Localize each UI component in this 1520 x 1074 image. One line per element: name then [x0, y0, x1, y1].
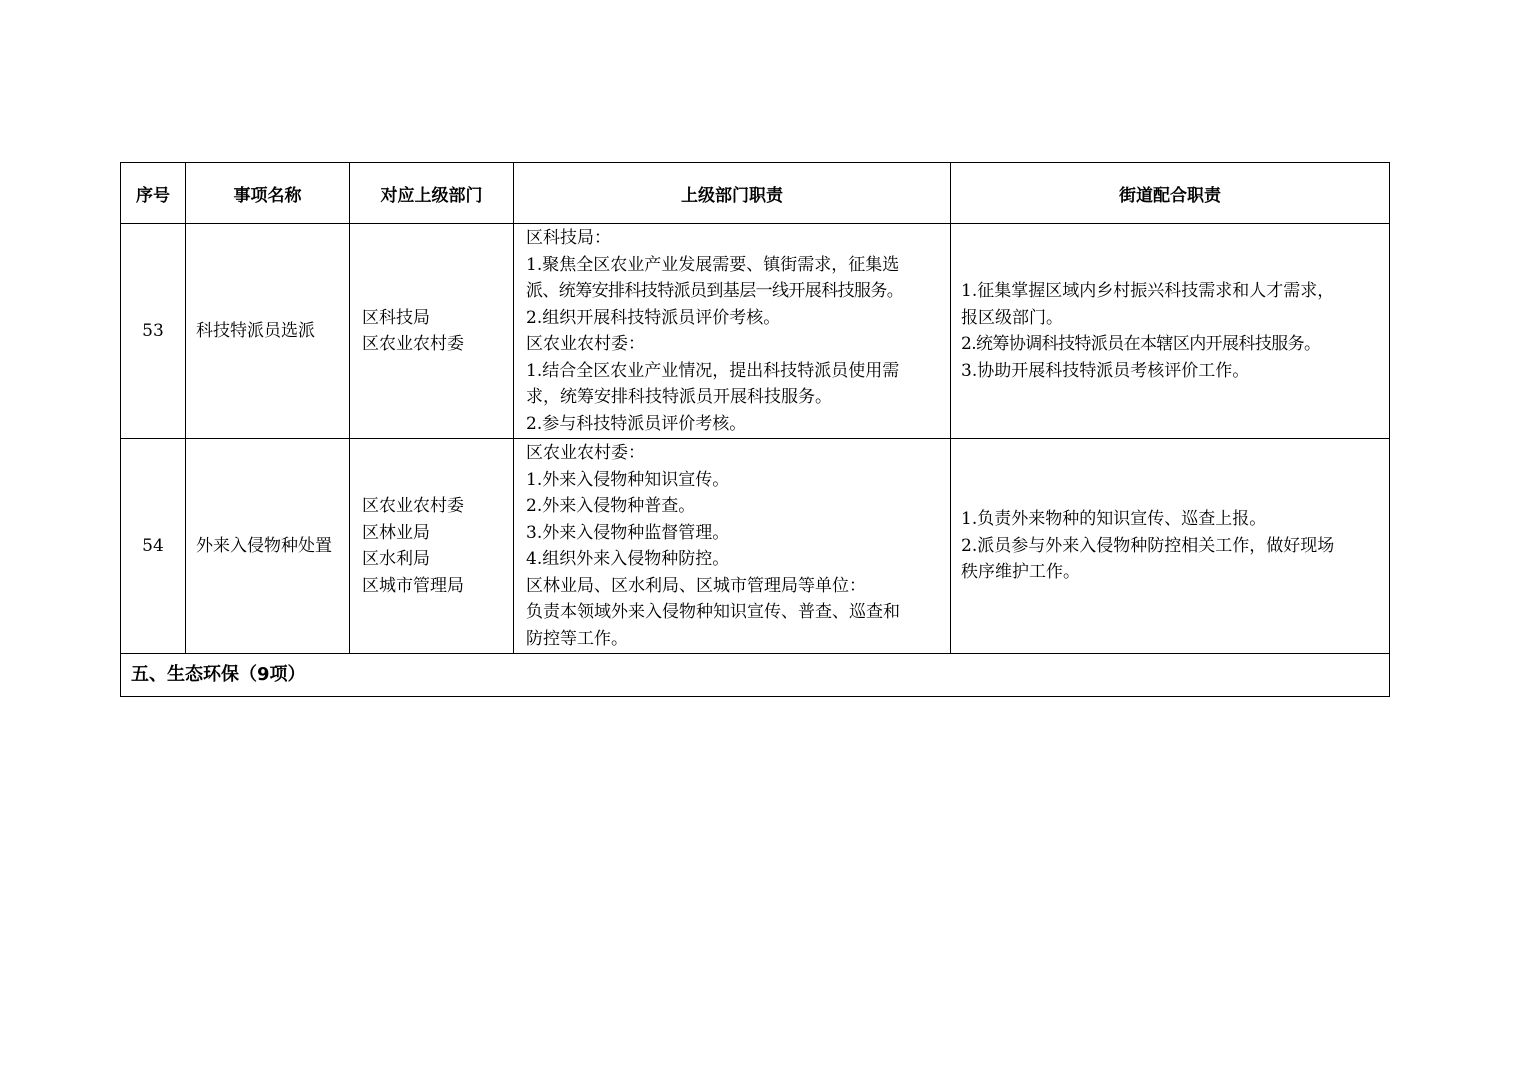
header-street-duties: 街道配合职责 [951, 163, 1390, 224]
duty-line: 报区级部门。 [961, 307, 1063, 328]
header-upper-dept: 对应上级部门 [350, 163, 514, 224]
upper-departments [350, 224, 514, 439]
department-line: 区农业农村委 [362, 496, 464, 516]
row-number: 54 [121, 439, 186, 654]
upper-departments [350, 439, 514, 654]
duty-line: 求，统筹安排科技特派员开展科技服务。 [526, 387, 832, 407]
duty-line: 区农业农村委： [526, 443, 645, 463]
department-line: 区农业农村委 [362, 334, 464, 354]
duty-line: 3.协助开展科技特派员考核评价工作。 [961, 360, 1250, 381]
upper-duties [514, 439, 951, 654]
duty-line: 3.外来入侵物种监督管理。 [526, 522, 730, 543]
table-row [121, 224, 1390, 439]
duty-table [120, 162, 1390, 697]
duty-line: 2.统筹协调科技特派员在本辖区内开展科技服务。 [961, 334, 1321, 354]
section-row [121, 654, 1390, 697]
duty-line: 2.参与科技特派员评价考核。 [526, 413, 747, 434]
header-upper-duties: 上级部门职责 [514, 163, 951, 224]
department-line: 区林业局 [362, 522, 430, 543]
duty-line: 2.外来入侵物种普查。 [526, 496, 696, 516]
item-name: 外来入侵物种处置 [186, 439, 350, 654]
upper-duties [514, 224, 951, 439]
item-name: 科技特派员选派 [186, 224, 350, 439]
duty-line: 2.派员参与外来入侵物种防控相关工作，做好现场 [961, 535, 1335, 556]
header-item-name: 事项名称 [186, 163, 350, 224]
duty-line: 4.组织外来入侵物种防控。 [526, 549, 730, 569]
duty-line: 区农业农村委： [526, 334, 645, 354]
duty-line: 秩序维护工作。 [961, 562, 1080, 583]
duty-line: 1.结合全区农业产业情况，提出科技特派员使用需 [526, 360, 900, 381]
table-header-row [121, 163, 1390, 224]
section-heading: 五、生态环保（9项） [121, 654, 1390, 697]
table-row [121, 439, 1390, 654]
duty-line: 2.组织开展科技特派员评价考核。 [526, 307, 781, 328]
duty-line: 区科技局： [526, 228, 611, 248]
duty-line: 1.聚焦全区农业产业发展需要、镇街需求，征集选 [526, 254, 900, 275]
duty-line: 1.征集掌握区域内乡村振兴科技需求和人才需求， [961, 281, 1335, 301]
department-line: 区水利局 [362, 549, 430, 569]
header-no: 序号 [121, 163, 186, 224]
duty-line: 防控等工作。 [526, 628, 628, 649]
street-duties [951, 439, 1390, 654]
duty-line: 1.负责外来物种的知识宣传、巡查上报。 [961, 509, 1267, 530]
department-line: 区城市管理局 [362, 575, 464, 596]
duty-line: 区林业局、区水利局、区城市管理局等单位： [526, 575, 866, 596]
duty-line: 1.外来入侵物种知识宣传。 [526, 469, 730, 490]
department-line: 区科技局 [362, 307, 430, 328]
duty-line: 派、统筹安排科技特派员到基层一线开展科技服务。 [526, 281, 904, 301]
street-duties [951, 224, 1390, 439]
row-number: 53 [121, 224, 186, 439]
duty-line: 负责本领域外来入侵物种知识宣传、普查、巡查和 [526, 602, 900, 622]
